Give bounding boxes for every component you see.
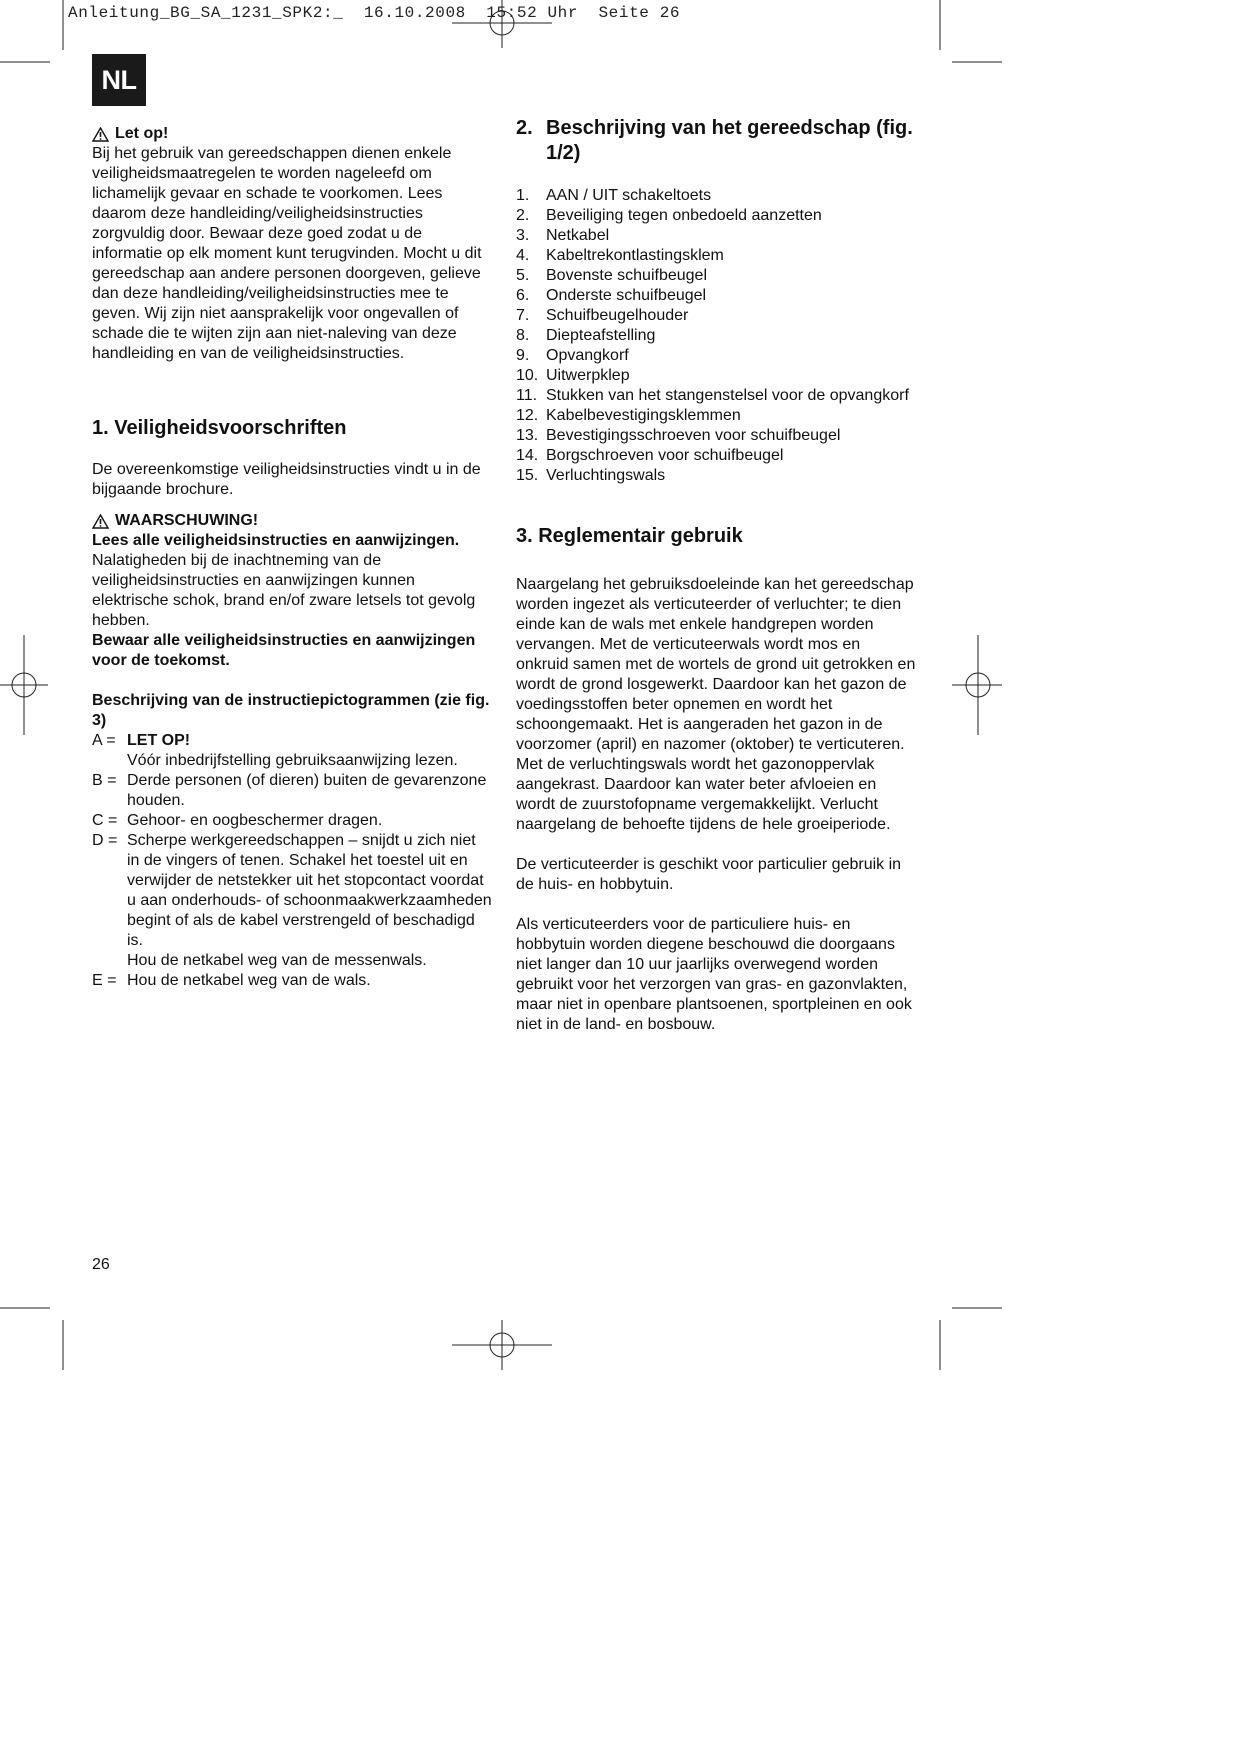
picto-title: Beschrijving van de instructiepictogrammen (zie fig. 3) [92, 692, 490, 729]
list-item: 15. Verluchtingswals [516, 467, 666, 484]
list-item: 5. Bovenste schuifbeugel [516, 267, 707, 284]
list-item: 9. Opvangkorf [516, 347, 629, 364]
section3-para1: Naargelang het gebruiksdoeleinde kan het gereedschap worden ingezet als verticuteerder of verluchter; te dien einde kan de wals met enkele handgrepen worden vervangen. Met de verticuteerwals wordt mos en onkruid samen met de wortels de grond uit getrokken en wordt de grond losgewerkt. Daardoor kan het gazon de voedingsstoffen beter opnemen en wordt het schoongemaakt. Het is aangeraden het gazon in de voorzomer (april) en nazomer (oktober) te verticuteren. [516, 576, 916, 753]
list-item: 11. Stukken van het stangenstelsel voor de opvangkorf [516, 387, 909, 404]
registration-mark-top [452, 0, 552, 48]
list-item: E = Hou de netkabel weg van de wals. [92, 972, 371, 989]
warning-heading [92, 511, 492, 531]
warning-triangle-icon [92, 127, 109, 142]
warning-triangle-icon [92, 514, 109, 529]
let-op-heading [92, 124, 492, 144]
list-item: B = Derde personen (of dieren) buiten de gevarenzone houden. [92, 772, 487, 809]
list-item: 10. Uitwerpklep [516, 367, 630, 384]
section2-title: 2. Beschrijving van het gereedschap (fig. 1/2) [516, 117, 913, 164]
print-slug: Anleitung_BG_SA_1231_SPK2:_ 16.10.2008 15:52 Uhr Seite 26 [68, 4, 681, 22]
list-item: 13. Bevestigingsschroeven voor schuifbeugel [516, 427, 841, 444]
list-item: C = Gehoor- en oogbeschermer dragen. [92, 812, 383, 829]
list-item: 2. Beveiliging tegen onbedoeld aanzetten [516, 207, 822, 224]
warning-title: WAARSCHUWING! [115, 512, 259, 529]
list-item: 3. Netkabel [516, 227, 610, 244]
list-item: 12. Kabelbevestigingsklemmen [516, 407, 741, 424]
section3-para4: Als verticuteerders voor de particuliere huis- en hobbytuin worden diegene beschouwd die doorgaans niet langer dan 10 uur jaarlijks overwegend worden gebruikt voor het verzorgen van gras- en gazonvlakten, maar niet in openbare plantsoenen, sportpleinen en ook niet in de land- en bosbouw. [516, 916, 912, 1033]
intro-text: Bij het gebruik van gereedschappen dienen enkele veiligheidsmaatregelen te worden nageleefd om lichamelijk gevaar en schade te voorkomen. Lees daarom deze handleiding/veiligheidsinstructies zorgvuldig door. Bewaar deze goed zodat u de informatie op elk moment kunt terugvinden. Mocht u dit gereedschap aan andere personen doorgeven, gelieve dan deze handleiding/veiligheidsinstructies mee te geven. Wij zijn niet aansprakelijk voor ongevallen of schade die te wijten zijn aan niet-naleving van deze handleiding en van de veiligheidsinstructies. [92, 145, 482, 362]
registration-mark-right [952, 635, 1002, 735]
list-item: 7. Schuifbeugelhouder [516, 307, 689, 324]
language-badge: NL [92, 54, 146, 106]
section3-para3: De verticuteerder is geschikt voor particulier gebruik in de huis- en hobbytuin. [516, 856, 902, 893]
page-number: 26 [92, 1256, 110, 1273]
list-item: 1. AAN / UIT schakeltoets [516, 187, 712, 204]
list-item: D = Scherpe werkgereedschappen – snijdt u zich niet in de vingers of tenen. Schakel het toestel uit en verwijder de netstekker uit het stopcontact voordat u aan onderhouds- of schoonmaakwerkzaamheden begint of als de kabel verstrengeld of beschadigd is. Hou de netkabel weg van de messenwals. [92, 832, 492, 969]
warning-text: Nalatigheden bij de inachtneming van de veiligheidsinstructies en aanwijzingen kunnen elektrische schok, brand en/of zware letsels tot gevolg hebben. [92, 552, 476, 629]
section3-para2: Met de verluchtingswals wordt het gazonoppervlak aangekrast. Daardoor kan water beter afvloeien en wordt de zuurstofopname vergemakkelijkt. Verlucht naargelang de behoefte tijdens de hele groeiperiode. [516, 756, 891, 833]
registration-mark-left [0, 635, 48, 735]
warning-lead: Lees alle veiligheidsinstructies en aanwijzingen. [92, 532, 460, 549]
left-column [92, 124, 492, 991]
list-item: 14. Borgschroeven voor schuifbeugel [516, 447, 784, 464]
list-item: 6. Onderste schuifbeugel [516, 287, 707, 304]
registration-mark-bottom [452, 1320, 552, 1370]
section1-title: 1. Veiligheidsvoorschriften [92, 417, 347, 439]
list-item: A = LET OP! Vóór inbedrijfstelling gebruiksaanwijzing lezen. [92, 732, 458, 769]
warning-keep: Bewaar alle veiligheidsinstructies en aanwijzingen voor de toekomst. [92, 632, 476, 669]
picto-list [92, 731, 492, 991]
parts-list [516, 186, 916, 486]
right-column [516, 116, 916, 1035]
list-item: 4. Kabeltrekontlastingsklem [516, 247, 724, 264]
list-item: 8. Diepteafstelling [516, 327, 656, 344]
section3-title: 3. Reglementair gebruik [516, 525, 743, 547]
let-op-title: Let op! [115, 125, 169, 142]
section1-text: De overeenkomstige veiligheidsinstructies vindt u in de bijgaande brochure. [92, 461, 481, 498]
